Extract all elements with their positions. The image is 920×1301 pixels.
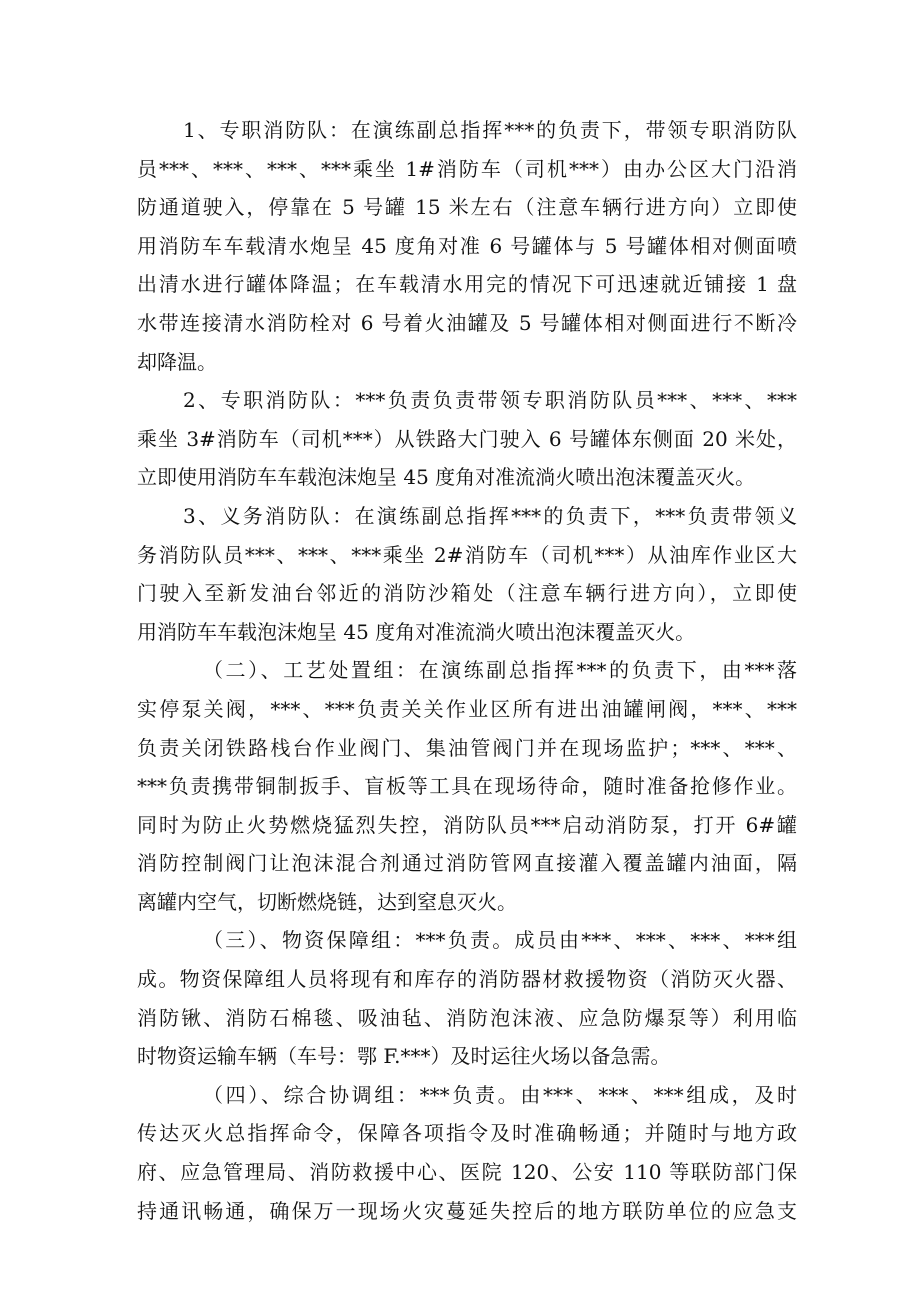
document-body: [137, 111, 797, 1230]
text-line: 消防控制阀门让泡沫混合剂通过消防管网直接灌入覆盖罐内油面，隔: [137, 851, 797, 876]
paragraph-team-3: [137, 497, 797, 651]
text-line: 1、专职消防队：在演练副总指挥***的负责下，带领专职消防队: [183, 118, 797, 142]
paragraph-team-2: [137, 381, 797, 497]
text-line: 门驶入至新发油台邻近的消防沙箱处（注意车辆行进方向），立即使: [137, 581, 797, 606]
text-line: 府、应急管理局、消防救援中心、医院 120、公安 110 等联防部门保: [137, 1160, 797, 1185]
paragraph-group-4: [137, 1076, 797, 1230]
text-line: 却降温。: [137, 349, 217, 374]
text-line: 传达灭火总指挥命令，保障各项指令及时准确畅通；并随时与地方政: [137, 1121, 797, 1146]
text-line: 负责关闭铁路栈台作业阀门、集油管阀门并在现场监护；***、***、: [137, 735, 797, 760]
text-line: 2、专职消防队：***负责负责带领专职消防队员***、***、***: [183, 388, 797, 413]
text-line: 员***、***、***、***乘坐 1#消防车（司机***）由办公区大门沿消: [137, 156, 797, 181]
text-line: 离罐内空气，切断燃烧链，达到窒息灭火。: [137, 889, 517, 914]
text-line: 用消防车车载清水炮呈 45 度角对准 6 号罐体与 5 号罐体相对侧面喷: [137, 233, 797, 258]
text-line: 持通讯畅通，确保万一现场火灾蔓延失控后的地方联防单位的应急支: [137, 1198, 797, 1223]
text-line: 出清水进行罐体降温；在车载清水用完的情况下可迅速就近铺接 1 盘: [137, 272, 797, 297]
text-line: 乘坐 3#消防车（司机***）从铁路大门驶入 6 号罐体东侧面 20 米处，: [137, 426, 797, 451]
text-line: ***负责携带铜制扳手、盲板等工具在现场待命，随时准备抢修作业。: [137, 774, 797, 799]
text-line: 用消防车车载泡沫炮呈 45 度角对准流淌火喷出泡沫覆盖灭火。: [137, 619, 696, 644]
text-line: （四）、综合协调组：***负责。由***、***、***组成，及时: [203, 1082, 797, 1107]
text-line: （三）、物资保障组：***负责。成员由***、***、***、***组: [203, 928, 797, 953]
text-line: 成。物资保障组人员将现有和库存的消防器材救援物资（消防灭火器、: [137, 967, 797, 992]
text-line: 立即使用消防车车载泡沫炮呈 45 度角对准流淌火喷出泡沫覆盖灭火。: [137, 465, 756, 490]
text-line: 水带连接清水消防栓对 6 号着火油罐及 5 号罐体相对侧面进行不断冷: [137, 310, 797, 335]
paragraph-team-1: [137, 111, 797, 381]
text-line: 同时为防止火势燃烧猛烈失控，消防队员***启动消防泵，打开 6#罐: [137, 812, 797, 837]
text-line: 3、义务消防队：在演练副总指挥***的负责下，***负责带领义: [183, 503, 797, 528]
paragraph-group-2: [137, 651, 797, 921]
text-line: 务消防队员***、***、***乘坐 2#消防车（司机***）从油库作业区大: [137, 542, 797, 567]
text-line: 防通道驶入，停靠在 5 号罐 15 米左右（注意车辆行进方向）立即使: [137, 195, 797, 220]
text-line: 时物资运输车辆（车号：鄂 F.***）及时运往火场以备急需。: [137, 1044, 671, 1069]
paragraph-group-3: [137, 921, 797, 1075]
text-line: 消防锹、消防石棉毯、吸油毡、消防泡沫液、应急防爆泵等）利用临: [137, 1005, 797, 1030]
text-line: 实停泵关阀，***、***负责关关作业区所有进出油罐闸阀，***、***: [137, 696, 797, 721]
text-line: （二）、工艺处置组：在演练副总指挥***的负责下，由***落: [203, 658, 797, 683]
